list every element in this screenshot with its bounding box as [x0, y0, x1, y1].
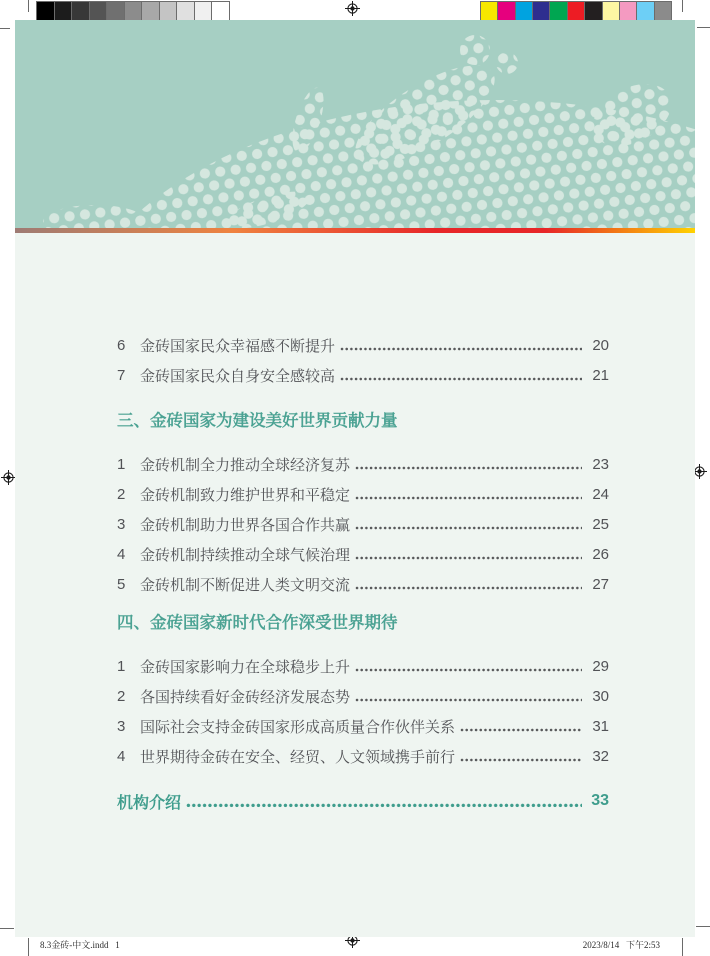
- toc-dot-leader: [340, 377, 582, 381]
- toc-dot-leader: [355, 526, 582, 530]
- toc-entry-title: 金砖机制致力维护世界和平稳定: [140, 486, 351, 504]
- calibration-swatch: [568, 2, 585, 22]
- toc-entry-title: 金砖机制全力推动全球经济复苏: [140, 456, 351, 474]
- gradient-rule: [15, 228, 695, 233]
- table-of-contents: [117, 330, 609, 816]
- toc-entry[interactable]: [117, 360, 609, 390]
- calibration-swatch: [498, 2, 515, 22]
- toc-entry-page-number: 33: [591, 792, 609, 809]
- toc-dot-leader: [186, 803, 582, 808]
- toc-entry-page-number: 30: [592, 687, 609, 705]
- calibration-swatch: [516, 2, 533, 22]
- toc-entry-page-number: 25: [592, 515, 609, 533]
- toc-entry-number: 7: [117, 366, 126, 384]
- halftone-globe-graphic: [15, 20, 695, 228]
- toc-entry-page-number: 21: [592, 366, 609, 384]
- toc-entry[interactable]: [117, 786, 609, 816]
- toc-entry-title: 国际社会支持金砖国家形成高质量合作伙伴关系: [140, 718, 456, 736]
- toc-dot-leader: [355, 466, 582, 470]
- toc-dot-leader: [355, 698, 582, 702]
- crop-mark: [28, 0, 29, 12]
- toc-section-heading: 四、金砖国家新时代合作深受世界期待: [117, 614, 398, 632]
- toc-entry[interactable]: [117, 479, 609, 509]
- calibration-swatch: [481, 2, 498, 22]
- calibration-swatch: [125, 2, 143, 22]
- toc-entry-number: 1: [117, 657, 126, 675]
- toc-dot-leader: [460, 728, 582, 732]
- crop-mark: [697, 27, 710, 28]
- registration-mark-icon: [345, 1, 360, 16]
- toc-entry-page-number: 32: [592, 747, 609, 765]
- toc-section-heading: 三、金砖国家为建设美好世界贡献力量: [117, 412, 398, 430]
- calibration-swatch: [142, 2, 160, 22]
- calibration-swatch: [160, 2, 178, 22]
- toc-dot-leader: [355, 496, 582, 500]
- toc-entry[interactable]: [117, 539, 609, 569]
- toc-dot-leader: [460, 758, 582, 762]
- toc-entry-title: 金砖国家民众幸福感不断提升: [140, 337, 336, 355]
- toc-entry[interactable]: [117, 651, 609, 681]
- toc-dot-leader: [355, 668, 582, 672]
- toc-entry-title: 各国持续看好金砖经济发展态势: [140, 688, 351, 706]
- calibration-swatch: [72, 2, 90, 22]
- toc-entry-page-number: 20: [592, 336, 609, 354]
- toc-entry-page-number: 29: [592, 657, 609, 675]
- toc-entry-number: 5: [117, 575, 126, 593]
- toc-entry-title: 金砖机制助力世界各国合作共赢: [140, 516, 351, 534]
- toc-entry-title: 世界期待金砖在安全、经贸、人文领域携手前行: [140, 748, 456, 766]
- toc-entry-number: 6: [117, 336, 126, 354]
- calibration-swatch: [585, 2, 602, 22]
- toc-entry-number: 2: [117, 485, 126, 503]
- calibration-swatch: [550, 2, 567, 22]
- toc-entry-number: 3: [117, 717, 126, 735]
- calibration-swatch: [195, 2, 213, 22]
- toc-dot-leader: [355, 586, 582, 590]
- toc-entry[interactable]: [117, 330, 609, 360]
- toc-entry[interactable]: [117, 449, 609, 479]
- document-page: [15, 20, 695, 937]
- crop-mark: [0, 28, 10, 29]
- calibration-swatch: [55, 2, 73, 22]
- calibration-swatch: [212, 2, 229, 22]
- toc-entry-page-number: 27: [592, 575, 609, 593]
- slug-timestamp: 2023/8/14 下午2:53: [582, 940, 660, 950]
- toc-dot-leader: [340, 347, 582, 351]
- calibration-swatch: [637, 2, 654, 22]
- toc-entry-page-number: 23: [592, 455, 609, 473]
- toc-entry-title: 金砖机制不断促进人类文明交流: [140, 576, 351, 594]
- toc-entry[interactable]: [117, 509, 609, 539]
- toc-entry-page-number: 24: [592, 485, 609, 503]
- toc-entry[interactable]: [117, 569, 609, 599]
- calibration-swatch: [90, 2, 108, 22]
- toc-dot-leader: [355, 556, 582, 560]
- header-band: [15, 20, 695, 228]
- toc-entry-number: 4: [117, 545, 126, 563]
- calibration-swatch: [37, 2, 55, 22]
- toc-entry-number: 1: [117, 455, 126, 473]
- toc-entry-title: 金砖国家影响力在全球稳步上升: [140, 658, 351, 676]
- slug-filename: 8.3金砖-中文.indd 1: [40, 940, 120, 950]
- toc-entry-number: 2: [117, 687, 126, 705]
- toc-entry[interactable]: [117, 681, 609, 711]
- calibration-swatch: [655, 2, 671, 22]
- crop-mark: [28, 938, 29, 956]
- crop-mark: [696, 926, 710, 927]
- registration-mark-icon: [1, 470, 16, 485]
- toc-entry[interactable]: [117, 711, 609, 741]
- crop-mark: [0, 928, 14, 929]
- toc-entry-title: 金砖机制持续推动全球气候治理: [140, 546, 351, 564]
- calibration-swatch: [107, 2, 125, 22]
- calibration-swatch: [533, 2, 550, 22]
- crop-mark: [682, 938, 683, 956]
- toc-entry-number: 4: [117, 747, 126, 765]
- calibration-swatch: [177, 2, 195, 22]
- toc-entry[interactable]: [117, 741, 609, 771]
- calibration-swatch: [620, 2, 637, 22]
- toc-entry-page-number: 26: [592, 545, 609, 563]
- crop-mark: [682, 0, 683, 12]
- toc-entry-number: 3: [117, 515, 126, 533]
- calibration-swatch: [603, 2, 620, 22]
- toc-entry-title: 机构介绍: [117, 794, 182, 812]
- toc-entry-page-number: 31: [592, 717, 609, 735]
- toc-entry-title: 金砖国家民众自身安全感较高: [140, 367, 336, 385]
